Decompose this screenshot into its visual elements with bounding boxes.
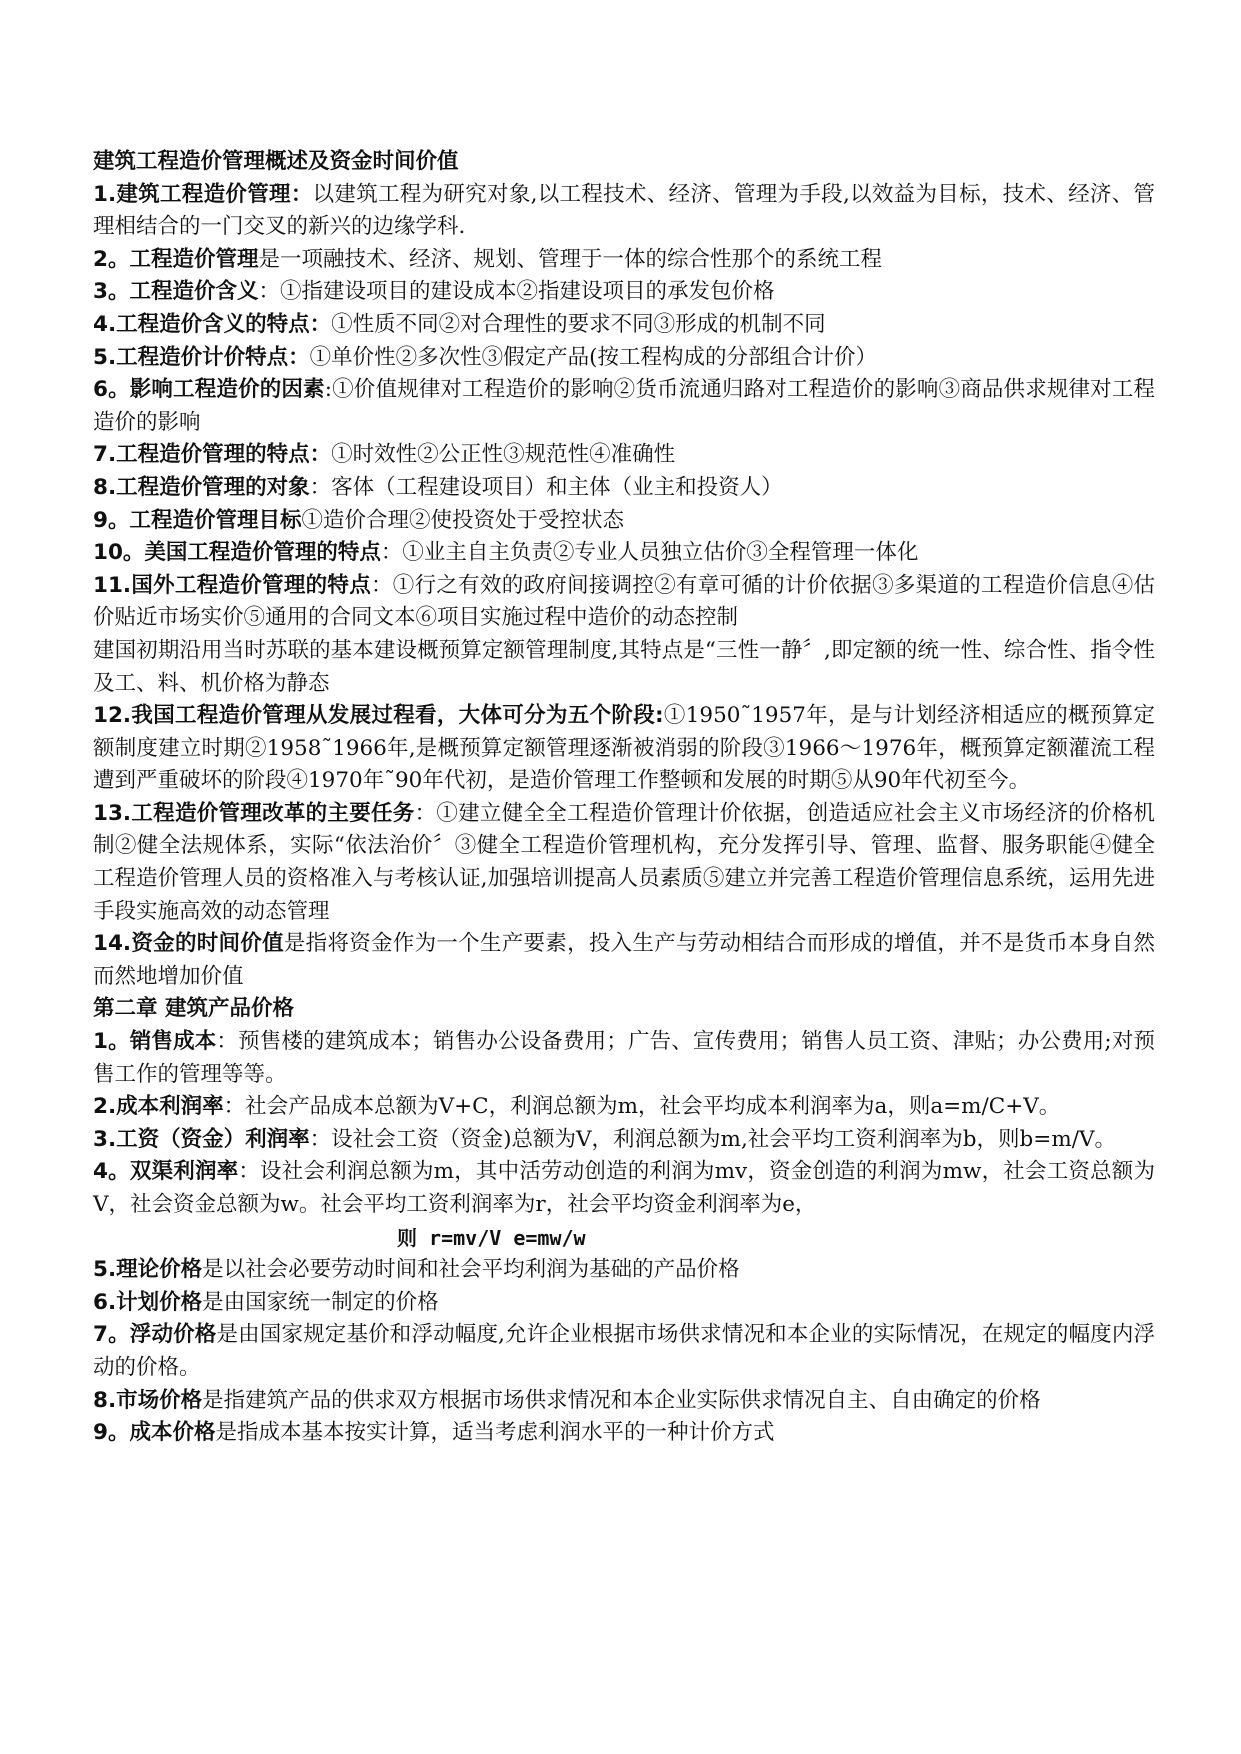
item-text: ：设社会利润总额为m，其中活劳动创造的利润为mv，资金创造的利润为mw，社会工资总额为V，社会资金总额为w。社会平均工资利润率为r，社会平均资金利润率为e， <box>93 1159 1155 1217</box>
item-text: 建国初期沿用当时苏联的基本建设概预算定额管理制度,其特点是“三性一静〞,即定额的统一性、综合性、指令性及工、料、机价格为静态 <box>93 637 1155 696</box>
list-item <box>93 179 1155 244</box>
item-text: 是指建筑产品的供求双方根据市场供求情况和本企业实际供求情况自主、自由确定的价格 <box>202 1387 1041 1413</box>
item-text: 是由国家规定基价和浮动幅度,允许企业根据市场供求情况和本企业的实际情况，在规定的幅度内浮动的价格。 <box>93 1322 1155 1380</box>
item-term: 3.工资（资金）利润率 <box>93 1126 310 1152</box>
list-item <box>93 1417 1155 1450</box>
item-text: ：社会产品成本总额为V+C，利润总额为m，社会平均成本利润率为a，则a=m/C+V。 <box>223 1094 1061 1120</box>
item-text: 以建筑工程为研究对象,以工程技术、经济、管理为手段,以效益为目标，技术、经济、管理相结合的一门交叉的新兴的边缘学科. <box>93 181 1155 240</box>
item-text: ：①建立健全全工程造价管理计价依据，创造适应社会主义市场经济的价格机制②健全法规体系，实际“依法治价〞③健全工程造价管理机构，充分发挥引导、管理、监督、服务职能④健全工程造价管理人员的资格准入与考核认证,加强培训提高人员素质⑤建立并完善工程造价管理信息系统，运用先进手段实施高效的动态管理 <box>93 800 1155 924</box>
item-term: 6。影响工程造价的因素 <box>93 377 325 403</box>
document-page <box>93 146 1155 1450</box>
item-term: 4.工程造价含义的特点： <box>93 311 332 337</box>
item-term: 3。工程造价含义 <box>93 279 259 305</box>
item-term: 13.工程造价管理改革的主要任务 <box>93 800 415 826</box>
item-text: ①造价合理②使投资处于受控状态 <box>301 507 624 533</box>
item-term: 8.工程造价管理的对象 <box>93 474 310 500</box>
item-text: ：客体（工程建设项目）和主体（业主和投资人） <box>309 474 783 500</box>
item-term: 9。工程造价管理目标 <box>93 507 302 533</box>
list-item <box>93 537 1155 570</box>
item-text: ：①指建设项目的建设成本②指建设项目的承发包价格 <box>258 279 775 305</box>
item-term: 1。销售成本 <box>93 1029 217 1055</box>
list-item <box>93 309 1155 342</box>
item-term: 7.工程造价管理的特点： <box>93 442 332 468</box>
item-term: 2.成本利润率 <box>93 1094 224 1120</box>
item-text: ：设社会工资（资金)总额为V，利润总额为m,社会平均工资利润率为b，则b=m/V。 <box>309 1126 1116 1152</box>
list-item <box>93 1385 1155 1418</box>
list-item <box>93 505 1155 538</box>
item-term: 9。成本价格 <box>93 1420 216 1446</box>
list-item <box>93 374 1155 439</box>
item-text: :①价值规律对工程造价的影响②货币流通归路对工程造价的影响③商品供求规律对工程造价的影响 <box>93 377 1156 435</box>
item-term: 8.市场价格 <box>93 1387 203 1413</box>
formula-line: 则 r=mv/V e=mw/w <box>397 1225 586 1250</box>
item-term: 14.资金的时间价值 <box>93 931 284 957</box>
item-term: 4。双渠利润率 <box>93 1159 239 1185</box>
list-item <box>93 1026 1155 1091</box>
item-text: 是由国家统一制定的价格 <box>202 1289 439 1315</box>
list-item <box>93 570 1155 635</box>
chapter-heading: 第二章 建筑产品价格 <box>93 996 294 1022</box>
list-item <box>93 1254 1155 1287</box>
item-term: 5.理论价格 <box>93 1257 203 1283</box>
item-term: 12.我国工程造价管理从发展过程看，大体可分为五个阶段: <box>93 703 664 729</box>
list-item <box>93 1319 1155 1384</box>
item-text: ①性质不同②对合理性的要求不同③形成的机制不同 <box>331 311 826 337</box>
item-term: 2。工程造价管理 <box>93 246 259 272</box>
item-text: ①时效性②公正性③规范性④准确性 <box>331 442 676 468</box>
list-item <box>93 472 1155 505</box>
item-term: 1.建筑工程造价管理： <box>93 181 313 207</box>
list-item <box>93 439 1155 472</box>
item-text: 是指将资金作为一个生产要素，投入生产与劳动相结合而形成的增值，并不是货币本身自然而然地增加价值 <box>93 931 1155 989</box>
list-item <box>93 1156 1155 1221</box>
item-text: 是一项融技术、经济、规划、管理于一体的综合性那个的系统工程 <box>258 246 882 272</box>
section-2-list <box>93 1026 1155 1450</box>
item-term: 7。浮动价格 <box>93 1322 217 1348</box>
list-item <box>93 276 1155 309</box>
list-item <box>93 1287 1155 1320</box>
item-term: 6.计划价格 <box>93 1289 203 1315</box>
item-text: ①单价性②多次性③假定产品(按工程构成的分部组合计价） <box>309 344 878 370</box>
item-text: 是指成本基本按实计算，适当考虑利润水平的一种计价方式 <box>215 1420 775 1446</box>
list-item <box>93 244 1155 277</box>
section-1-list <box>93 179 1155 994</box>
item-term: 5.工程造价计价特点： <box>93 344 310 370</box>
list-item <box>93 1091 1155 1124</box>
item-term: 11.国外工程造价管理的特点 <box>93 572 372 598</box>
list-item <box>93 342 1155 375</box>
item-text: ：①业主自主负责②专业人员独立估价③全程管理一体化 <box>380 540 919 566</box>
document-title: 建筑工程造价管理概述及资金时间价值 <box>93 149 459 174</box>
note-paragraph <box>93 635 1155 700</box>
list-item <box>93 700 1155 798</box>
item-text: ：①行之有效的政府间接调控②有章可循的计价依据③多渠道的工程造价信息④估价贴近市场实价⑤通用的合同文本⑥项目实施过程中造价的动态控制 <box>93 572 1155 631</box>
list-item <box>93 928 1155 993</box>
item-text: ：预售楼的建筑成本；销售办公设备费用；广告、宣传费用；销售人员工资、津贴；办公费用;对预售工作的管理等等。 <box>93 1029 1155 1087</box>
item-text: ①1950˜1957年，是与计划经济相适应的概预算定额制度建立时期②1958˜1966年,是概预算定额管理逐渐被消弱的阶段③1966～1976年，概预算定额灌流工程遭到严重破坏的阶段④1970年˜90年代初，是造价管理工作整顿和发展的时期⑤从90年代初至今。 <box>93 703 1155 794</box>
list-item <box>93 798 1155 928</box>
list-item <box>93 1124 1155 1157</box>
item-term: 10。美国工程造价管理的特点 <box>93 540 381 566</box>
item-text: 是以社会必要劳动时间和社会平均利润为基础的产品价格 <box>202 1257 740 1283</box>
